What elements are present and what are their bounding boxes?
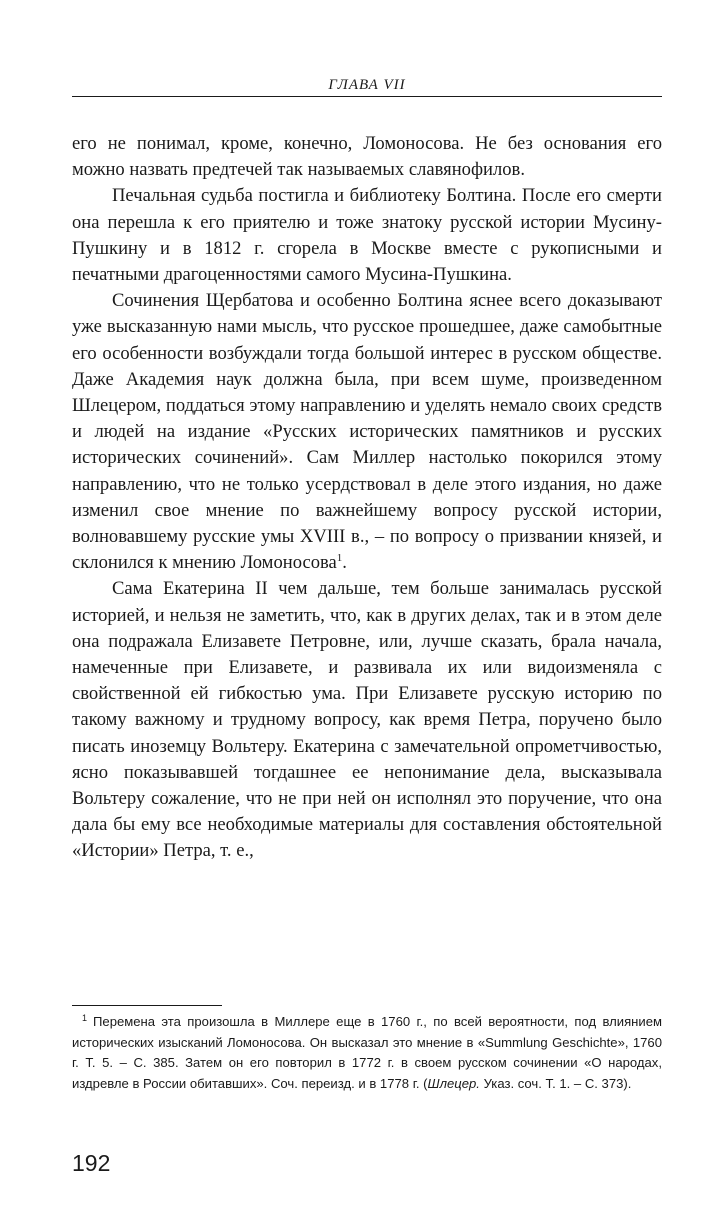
footnote-reference[interactable]: 1 — [336, 552, 343, 565]
body-text — [72, 131, 662, 865]
footnote-author: Шлецер. — [427, 1075, 480, 1091]
paragraph: Сама Екатерина II чем дальше, тем больше занималась русской историей, и нельзя не заметить, что, как в других делах, так и в этом деле она подражала Елизавете Петровне, или, лучше сказать, брала начала, намеченные при Елизавете, и развивала их или видоизменяла с свойственной ей гибкостью ума. При Елизавете русскую историю по такому важному и трудному вопросу, как время Петра, поручено было писать иноземцу Вольтеру. Екатерина с замечательной опрометчивостью, ясно показывавшей тогдашнее ее непонимание дела, высказывала Вольтеру сожаление, что не при ней он исполнял это поручение, что она дала бы ему все необходимые материалы для составления обстоятельной «Истории» Петра, т. е., — [72, 578, 662, 862]
footnote-rule — [72, 1005, 222, 1006]
footnote-text: Перемена эта произошла в Миллере еще в 1760 г., по всей вероятности, под влиянием исторических изысканий Ломоносова. Он высказал это мнение в «Summlung Geschichte», 1760 г. Т. 5. – С. 385. Затем он его повторил в 1772 г. в своем русском сочинении «О народах, издревле в России обитавших». Соч. переизд. и в 1778 г. ( — [72, 1014, 662, 1091]
paragraph: Печальная судьба постигла и библиотеку Болтина. После его смерти она перешла к его приятелю и тоже знатоку русской истории Мусину-Пушкину и в 1812 г. сгорела в Москве вместе с рукописными и печатными драгоценностями самого Мусина-Пушкина. — [72, 185, 662, 286]
footnote — [72, 1012, 662, 1094]
footnote-mark: 1 — [82, 1012, 88, 1023]
paragraph: Сочинения Щербатова и особенно Болтина яснее всего доказывают уже высказанную нами мысль, что русское прошедшее, даже самобытные его особенности возбуждали тогда большой интерес в русском обществе. Даже Академия наук должна была, при всем шуме, произведенном Шлецером, поддаться этому направлению и уделять немало своих средств и людей на издание «Русских исторических памятников и русских исторических сочинений». Сам Миллер настолько покорился этому направлению, что не только усердствовал в деле этого издания, но даже изменил свое мнение по важнейшему вопросу русской истории, волновавшему русские умы XVIII в., – по вопросу о призвании князей, и склонился к мнению Ломоносова$^1$. — [72, 290, 662, 574]
header-rule — [72, 96, 662, 97]
paragraph-continuation: его не понимал, кроме, конечно, Ломоносова. Не без основания его можно назвать предтечей так называемых славянофилов. — [72, 133, 662, 181]
footnote-citation: Указ. соч. Т. 1. – С. 373). — [479, 1075, 632, 1091]
running-head: ГЛАВА VII — [328, 77, 406, 93]
page-number: 192 — [72, 1150, 111, 1176]
